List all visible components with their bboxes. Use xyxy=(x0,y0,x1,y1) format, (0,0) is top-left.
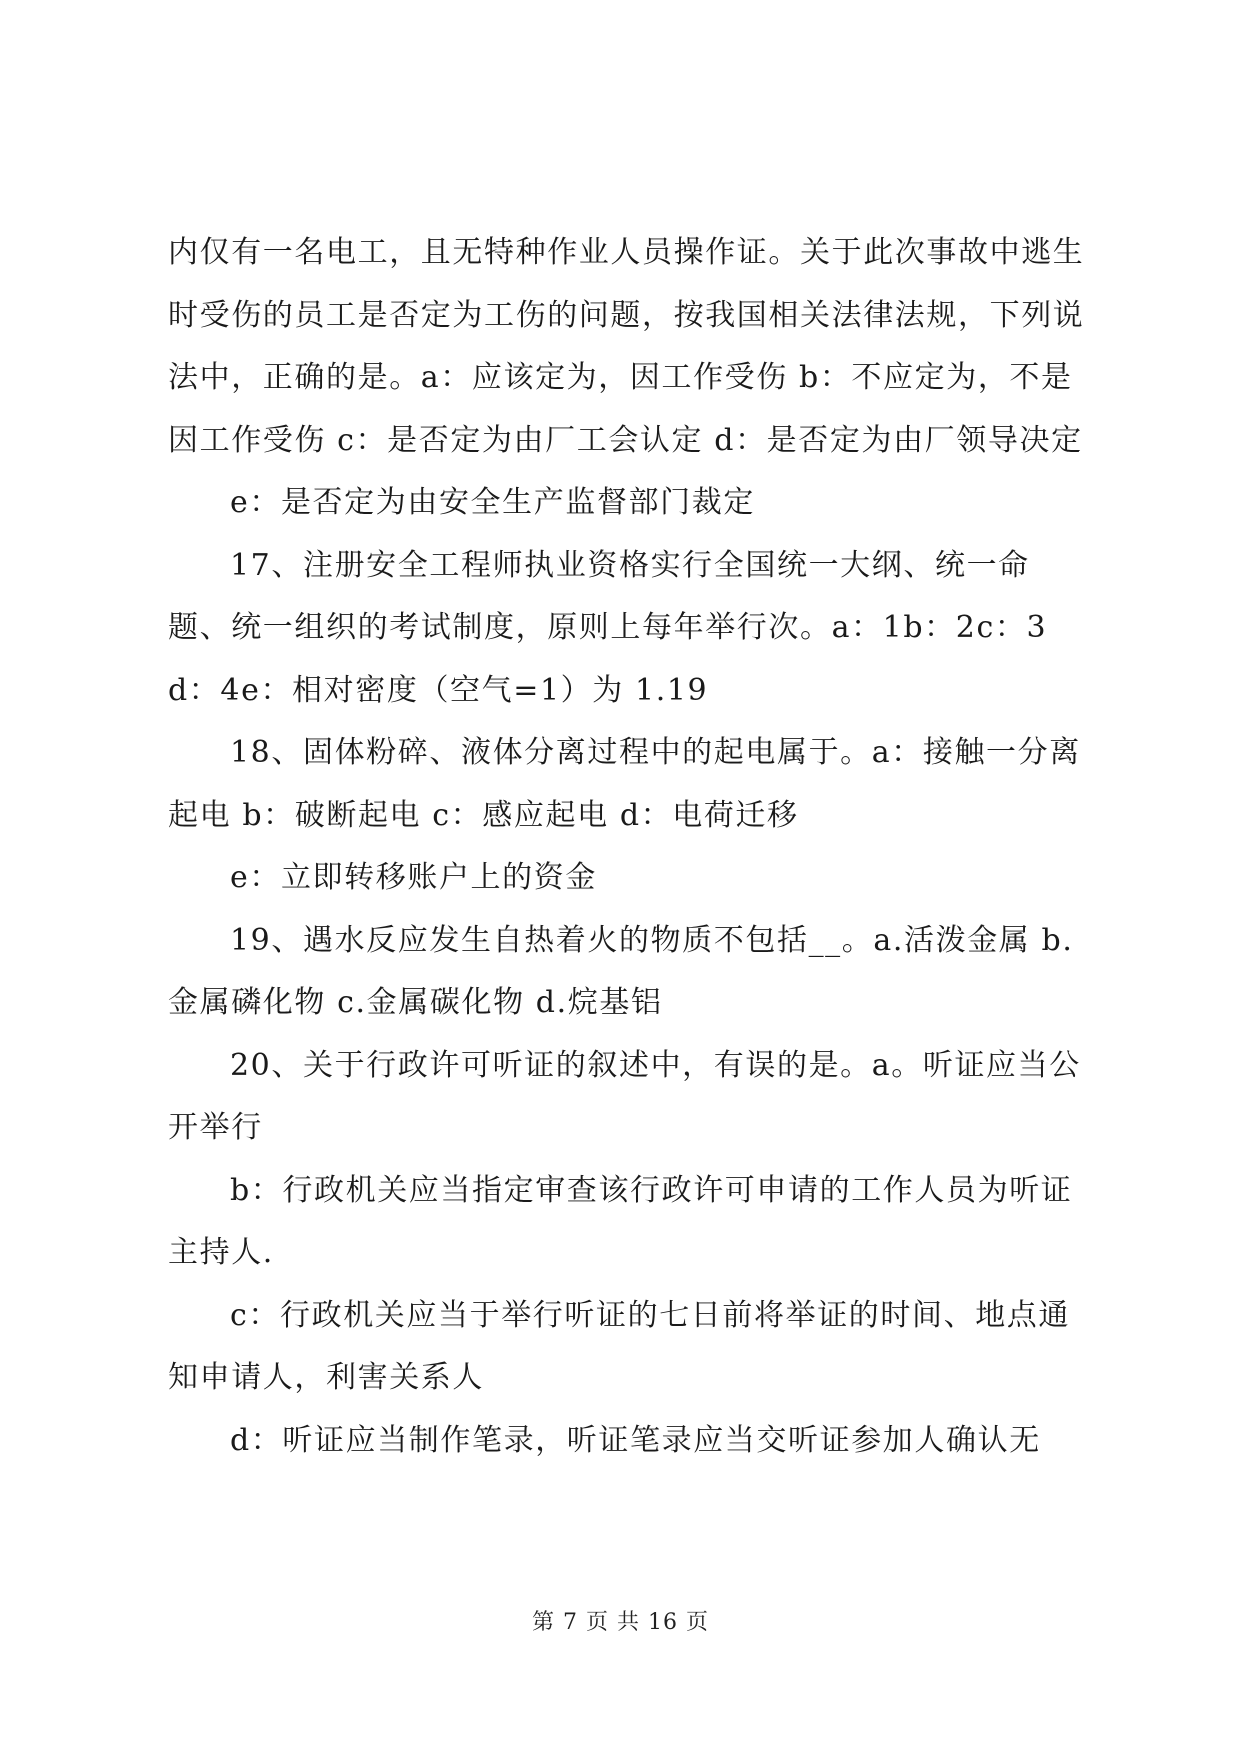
page-number-label: 第 7 页 共 16 页 xyxy=(532,1610,709,1635)
paragraph-8: b：行政机关应当指定审查该行政许可申请的工作人员为听证主持人. xyxy=(168,1172,1073,1270)
paragraph-10: d：听证应当制作笔录，听证笔录应当交听证参加人确认无 xyxy=(230,1422,1041,1458)
paragraph-1: 内仅有一名电工，且无特种作业人员操作证。关于此次事故中逃生时受伤的员工是否定为工伤的问题，按我国相关法律法规，下列说法中，正确的是。a：应该定为，因工作受伤 b：不应定为，不是因工作受伤 c：是否定为由厂工会认定 d：是否定为由厂领导决定 xyxy=(168,235,1085,458)
document-body xyxy=(168,222,1088,1472)
paragraph-7: 20、关于行政许可听证的叙述中，有误的是。a。听证应当公开举行 xyxy=(168,1047,1081,1145)
page-footer xyxy=(0,1608,1241,1638)
paragraph-5: e：立即转移账户上的资金 xyxy=(230,860,597,895)
paragraph-9: c：行政机关应当于举行听证的七日前将举证的时间、地点通知申请人，利害关系人 xyxy=(168,1297,1071,1395)
paragraph-4: 18、固体粉碎、液体分离过程中的起电属于。a：接触一分离起电 b：破断起电 c：感应起电 d：电荷迁移 xyxy=(168,735,1081,833)
paragraph-2: e：是否定为由安全生产监督部门裁定 xyxy=(230,485,755,520)
paragraph-3: 17、注册安全工程师执业资格实行全国统一大纲、统一命题、统一组织的考试制度，原则上每年举行次。a：1b：2c：3d：4e：相对密度（空气=1）为 1.19 xyxy=(168,547,1048,708)
paragraph-6: 19、遇水反应发生自热着火的物质不包括__。a.活泼金属 b.金属磷化物 c.金属碳化物 d.烷基铝 xyxy=(168,922,1074,1020)
